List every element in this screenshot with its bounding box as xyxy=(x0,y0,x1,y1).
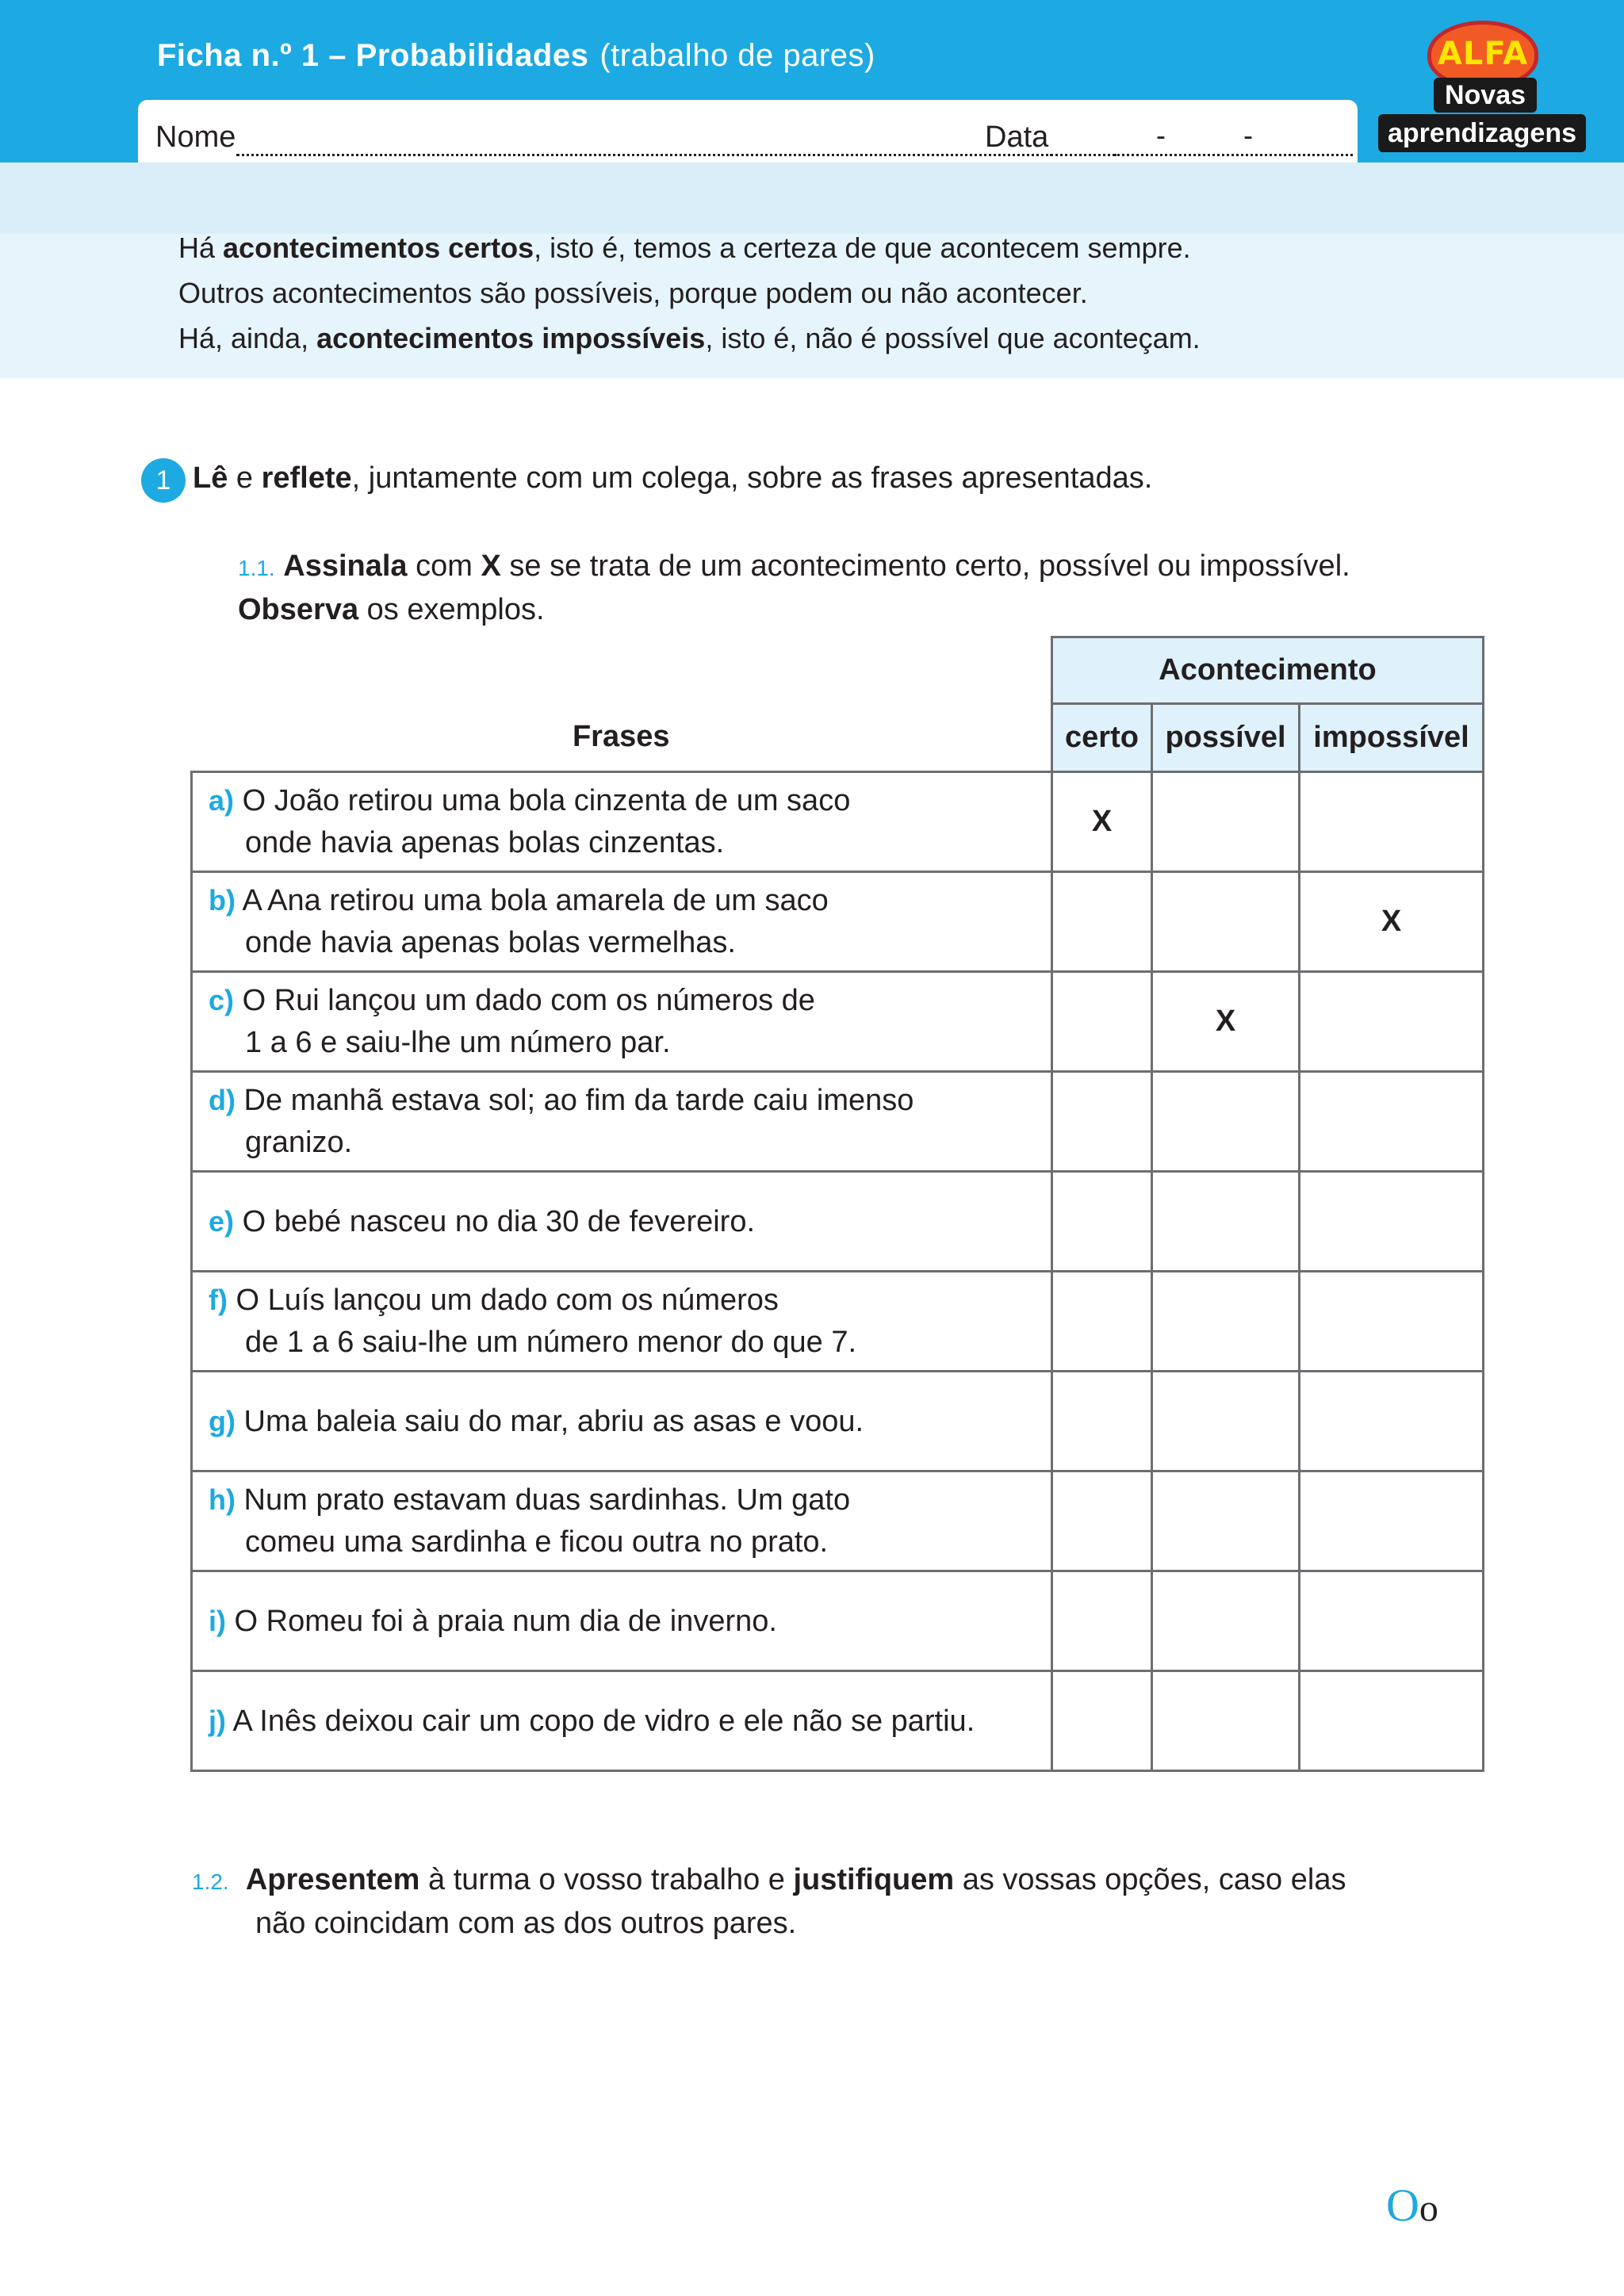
table-row xyxy=(192,972,1484,1072)
row-letter: j) xyxy=(209,1704,226,1737)
sentence-line-1: O bebé nasceu no dia 30 de fevereiro. xyxy=(234,1204,756,1238)
date-separator: - xyxy=(1156,119,1166,151)
checkbox-impossivel[interactable] xyxy=(1300,1571,1484,1671)
sentence-line-2: comeu uma sardinha e ficou outra no prato. xyxy=(245,1525,829,1559)
table-body xyxy=(192,772,1484,1771)
sentence-cell xyxy=(192,1372,1052,1471)
sentence-line-1: Uma baleia saiu do mar, abriu as asas e voou. xyxy=(235,1404,864,1438)
sentence-line-1: O Luís lançou um dado com os números xyxy=(227,1284,779,1317)
table-subheader-row xyxy=(192,704,1484,772)
sentence-cell xyxy=(192,772,1052,872)
row-letter: b) xyxy=(209,884,236,916)
row-letter: f) xyxy=(209,1284,228,1316)
sentence-line-2: onde havia apenas bolas vermelhas. xyxy=(245,926,736,959)
sentence-line-2: granizo. xyxy=(245,1126,353,1159)
checkbox-certo[interactable] xyxy=(1052,1172,1152,1272)
acontecimento-header: Acontecimento xyxy=(1052,637,1484,704)
table-row xyxy=(192,1272,1484,1372)
logo-line-aprendizagens: aprendizagens xyxy=(1378,114,1586,152)
sentence-cell xyxy=(192,1272,1052,1372)
sentence-cell xyxy=(192,1172,1052,1272)
row-letter: e) xyxy=(209,1204,235,1238)
row-letter: g) xyxy=(209,1404,236,1437)
checkbox-impossivel[interactable] xyxy=(1300,1172,1484,1272)
sentence-line-1: O João retirou uma bola cinzenta de um saco xyxy=(234,784,851,817)
sentence-line-1: O Romeu foi à praia num dia de inverno. xyxy=(226,1604,777,1638)
checkbox-certo[interactable] xyxy=(1052,1671,1152,1771)
checkbox-impossivel[interactable] xyxy=(1300,1671,1484,1771)
checkbox-possivel[interactable] xyxy=(1152,1471,1300,1571)
sentence-cell xyxy=(192,1471,1052,1571)
checkbox-possivel[interactable] xyxy=(1152,1072,1300,1172)
table-row xyxy=(192,1072,1484,1172)
checkbox-certo[interactable] xyxy=(1052,972,1152,1072)
sentence-cell xyxy=(192,972,1052,1072)
table-row xyxy=(192,1372,1484,1471)
question-1-1-text: 1.1. Assinala com X se se trata de um acontecimento certo, possível ou impossível. Observa os exemplos. xyxy=(238,549,1350,626)
date-field[interactable] xyxy=(1050,154,1353,156)
page-marker: Oo xyxy=(1386,2179,1438,2231)
name-label: Nome xyxy=(155,121,236,154)
checkbox-certo[interactable] xyxy=(1052,1272,1152,1372)
question-1-2-text: 1.2. Apresentem à turma o vosso trabalho e justifiquem as vossas opções, caso elas não coincidam com as dos outros pares. xyxy=(192,1863,1346,1940)
table-row xyxy=(192,1471,1484,1571)
table-row xyxy=(192,1172,1484,1272)
checkbox-possivel[interactable] xyxy=(1152,872,1300,972)
name-date-bar xyxy=(138,100,1358,163)
checkbox-certo[interactable] xyxy=(1052,1471,1152,1571)
checkbox-certo[interactable] xyxy=(1052,872,1152,972)
row-letter: a) xyxy=(209,784,235,817)
checkbox-possivel[interactable] xyxy=(1152,1571,1300,1671)
worksheet-subtitle: (trabalho de pares) xyxy=(599,38,875,73)
col-header-certo: certo xyxy=(1052,704,1152,772)
worksheet-title: Ficha n.º 1 – Probabilidades (trabalho de pares) xyxy=(157,38,875,73)
checkbox-certo[interactable] xyxy=(1052,1571,1152,1671)
sentence-line-1: O Rui lançou um dado com os números de xyxy=(234,984,815,1017)
table-row xyxy=(192,872,1484,972)
table-row xyxy=(192,1571,1484,1671)
subquestion-label: 1.2. xyxy=(192,1869,229,1894)
checkbox-impossivel[interactable] xyxy=(1300,772,1484,872)
subquestion-label: 1.1. xyxy=(238,556,275,580)
events-table xyxy=(190,636,1484,1772)
checkbox-certo[interactable] xyxy=(1052,1072,1152,1172)
checkbox-impossivel[interactable] xyxy=(1300,972,1484,1072)
checkbox-impossivel[interactable] xyxy=(1300,1471,1484,1571)
info-line-3: Há, ainda, acontecimentos impossíveis, isto é, não é possível que aconteçam. xyxy=(178,322,1201,354)
sentence-line-2: de 1 a 6 saiu-lhe um número menor do que 7. xyxy=(245,1326,857,1359)
table-row xyxy=(192,1671,1484,1771)
checkbox-certo[interactable]: X xyxy=(1052,772,1152,872)
col-header-possivel: possível xyxy=(1152,704,1300,772)
sentence-line-1: De manhã estava sol; ao fim da tarde caiu imenso xyxy=(235,1084,914,1117)
date-label: Data xyxy=(985,121,1049,154)
sentence-cell xyxy=(192,1571,1052,1671)
checkbox-possivel[interactable] xyxy=(1152,1272,1300,1372)
checkbox-possivel[interactable] xyxy=(1152,1671,1300,1771)
sentence-cell xyxy=(192,1072,1052,1172)
sentence-cell xyxy=(192,872,1052,972)
info-line-2: Outros acontecimentos são possíveis, porque podem ou não acontecer. xyxy=(178,277,1088,309)
sentence-line-1: Num prato estavam duas sardinhas. Um gato xyxy=(235,1483,851,1517)
table-header-row xyxy=(192,637,1484,704)
alfa-badge: ALFA xyxy=(1427,21,1538,88)
checkbox-impossivel[interactable]: X xyxy=(1300,872,1484,972)
sentence-line-2: onde havia apenas bolas cinzentas. xyxy=(245,826,725,859)
alfa-logo xyxy=(1378,11,1592,158)
row-letter: c) xyxy=(209,984,235,1016)
sentence-cell xyxy=(192,1671,1052,1771)
sentence-line-2: 1 a 6 e saiu-lhe um número par. xyxy=(245,1026,671,1059)
sentence-line-1: A Inês deixou cair um copo de vidro e ele não se partiu. xyxy=(226,1704,975,1738)
checkbox-certo[interactable] xyxy=(1052,1372,1152,1471)
table-row xyxy=(192,772,1484,872)
info-line-1: Há acontecimentos certos, isto é, temos a certeza de que acontecem sempre. xyxy=(178,232,1191,264)
checkbox-impossivel[interactable] xyxy=(1300,1072,1484,1172)
question-1-text: Lê e reflete, juntamente com um colega, sobre as frases apresentadas. xyxy=(193,461,1153,495)
frases-header: Frases xyxy=(192,704,1052,772)
checkbox-impossivel[interactable] xyxy=(1300,1272,1484,1372)
date-separator: - xyxy=(1243,119,1253,151)
sentence-line-1: A Ana retirou uma bola amarela de um saco xyxy=(235,884,829,917)
checkbox-possivel[interactable]: X xyxy=(1152,972,1300,1072)
header-bar xyxy=(0,0,1624,163)
checkbox-possivel[interactable] xyxy=(1152,1172,1300,1272)
checkbox-impossivel[interactable] xyxy=(1300,1372,1484,1471)
logo-line-novas: Novas xyxy=(1434,78,1537,113)
row-letter: h) xyxy=(209,1483,236,1516)
row-letter: d) xyxy=(209,1084,236,1116)
col-header-impossivel: impossível xyxy=(1300,704,1484,772)
row-letter: i) xyxy=(209,1604,226,1637)
checkbox-possivel[interactable] xyxy=(1152,1372,1300,1471)
checkbox-possivel[interactable] xyxy=(1152,772,1300,872)
question-number-badge: 1 xyxy=(141,458,186,503)
